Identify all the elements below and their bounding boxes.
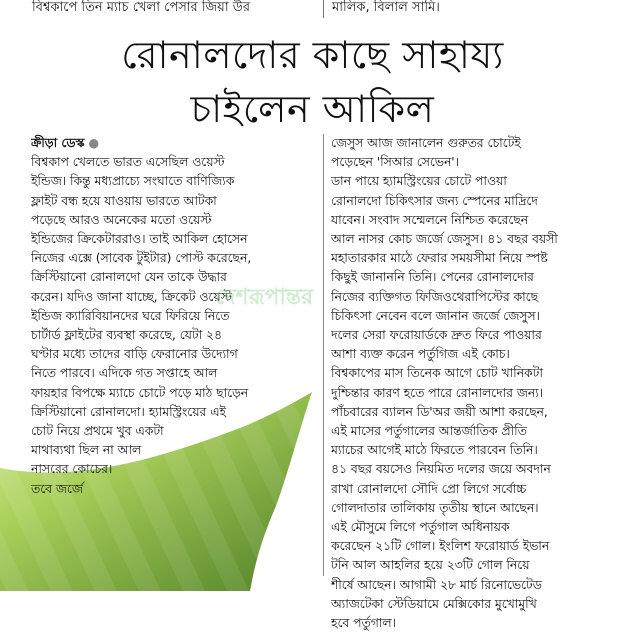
previous-story-tail-right: মালিক, বিলাল সামি। <box>332 0 440 15</box>
body-line: ডান পায়ে হ্যামস্ট্রিংয়ের চোটে পাওয়া <box>331 174 507 189</box>
headline-line-2: চাইলেন আকিল <box>190 87 435 131</box>
body-line: আল নাসর কোচ জর্জে জেসুস। ৪১ বছর বয়সী <box>331 232 558 247</box>
byline: ক্রীড়া ডেস্ক ● <box>31 136 100 150</box>
body-line: ক্রিস্টিয়ানো রোনালদো। হ্যামস্ট্রিংয়ের এই <box>31 404 226 419</box>
body-line: বিশ্বকাপ খেলতে ভারত এসেছিল ওয়েস্ট <box>31 155 225 170</box>
body-line: নাসরের কোচের। <box>31 462 113 477</box>
body-line: চোট নিয়ে প্রথমে খুব একটা <box>31 424 164 439</box>
body-line: আশা ব্যক্ত করেন পর্তুগিজ এই কোচ। <box>331 347 510 362</box>
body-line: ফ্লাইট বন্ধ হয়ে যাওয়ায় ভারতে আটকা <box>31 193 217 208</box>
top-strip <box>0 0 623 22</box>
body-line: ঘণ্টার মধ্যে তাদের বাড়ি ফেরানোর উদ্যোগ <box>31 347 238 362</box>
top-divider <box>323 0 324 18</box>
column-divider <box>323 134 324 576</box>
headline <box>40 28 585 136</box>
headline-line-1: রোনালদোর কাছে সাহায্য <box>121 33 504 77</box>
body-line: কিছুই জানাননি তিনি। পেনের রোনালদোর <box>331 270 534 285</box>
article-column-right <box>331 134 616 633</box>
body-line: ফায়হার বিপক্ষে ম্যাচে চোটে পড়ে মাঠ ছাড়েন <box>31 385 249 400</box>
body-line: চার্টার্ড ফ্লাইটের ব্যবস্থা করেছে, যেটা ২৪ <box>31 328 222 343</box>
body-line: মাথাব্যথা ছিল না আল <box>31 443 142 458</box>
body-line: ইন্ডিজ। কিন্তু মধ্যপ্রাচ্যে সংঘাতে বাণিজ্যিক <box>31 174 235 189</box>
body-line: জেসুস আজ জানালেন গুরুতর চোটেই <box>331 136 521 150</box>
body-line: নিজের ব্যক্তিগত ফিজিওথেরাপিস্টের কাছে <box>331 289 539 304</box>
body-line: অ্যাজটেকা স্টেডিয়ামে মেক্সিকোর মুখোমুখি <box>331 596 537 611</box>
body-line: ইন্ডিজের ক্রিকেটাররাও। তাই আকিল হোসেন <box>31 232 248 247</box>
body-line: টনি আল আহলির হয়ে ২৩টি গোল নিয়ে <box>331 558 530 573</box>
body-line: করেন। যদিও জানা যাচ্ছে, ক্রিকেট ওয়েস্ট <box>31 289 232 304</box>
body-line: গোলদাতার তালিকায় তৃতীয় স্থানে আছেন। <box>331 500 539 515</box>
body-line: শীর্ষে আছেন। আগামী ২৮ মার্চ রিনোভেটেড <box>331 577 542 592</box>
body-line: হবে পর্তুগাল। <box>331 616 396 631</box>
body-line: পড়েছেন 'সিআর সেভেন'। <box>331 155 460 170</box>
body-line: এই মৌসুমে লিগে পর্তুগাল অধিনায়ক <box>331 520 510 535</box>
body-line: রাখা রোনালদো সৌদি প্রো লিগে সর্বোচ্চ <box>331 481 527 496</box>
body-line: ৪১ বছর বয়সেও নিয়মিত দলের জয়ে অবদান <box>331 462 551 477</box>
watermark: দেশরূপান্তর <box>215 285 314 310</box>
body-line: ক্রিস্টিয়ানো রোনালদো যেন তাকে উদ্ধার <box>31 270 227 285</box>
body-line: মহাতারকার মাঠে ফেরার সময়সীমা নিয়ে স্পষ্ট <box>331 251 548 266</box>
body-line: করেছেন ২১টি গোল। ইংলিশ ফরোয়ার্ড ইভান <box>331 539 550 554</box>
body-line: এই মাসের পর্তুগালের আন্তর্জাতিক প্রীতি <box>331 424 527 439</box>
body-line: রোনালদো চিকিৎসার জন্য স্পেনের মাদ্রিদে <box>331 193 538 208</box>
body-line: দলের সেরা ফরোয়ার্ডকে দ্রুত ফিরে পাওয়ার <box>331 328 542 343</box>
body-line: যাবেন। সংবাদ সম্মেলনে নিশ্চিত করেছেন <box>331 212 529 227</box>
body-line: পড়েছে আরও অনেকের মতো ওয়েস্ট <box>31 212 212 227</box>
body-line: তবে জর্জে <box>31 481 83 496</box>
previous-story-tail-left: বিশ্বকাপে তিন ম্যাচ খেলা পেসার জিয়া উর <box>32 0 251 15</box>
body-line: নিতে পারবে। এদিকে গত সপ্তাহে আল <box>31 366 218 381</box>
body-line: ইন্ডিজ ক্যারিবিয়ানদের ঘরে ফিরিয়ে নিতে <box>31 308 230 323</box>
body-line: নিজের এক্সে (সাবেক টুইটার) পোস্ট করেছেন, <box>31 251 252 266</box>
body-line: ম্যাচের আগেই মাঠে ফিরতে পারবেন তিনি। <box>331 443 538 458</box>
body-line: চিকিৎসা নেবেন বলে জানান জর্জে জেসুস। <box>331 308 540 323</box>
body-line: পাঁচবারের ব্যালন ডি'অর জয়ী আশা করছেন, <box>331 404 548 419</box>
body-line: বিশ্বকাপের মাস তিনেক আগে চোট খানিকটা <box>331 366 543 381</box>
body-line: দুশ্চিন্তার কারণ হতে পারে রোনালদোর জন্য। <box>331 385 544 400</box>
